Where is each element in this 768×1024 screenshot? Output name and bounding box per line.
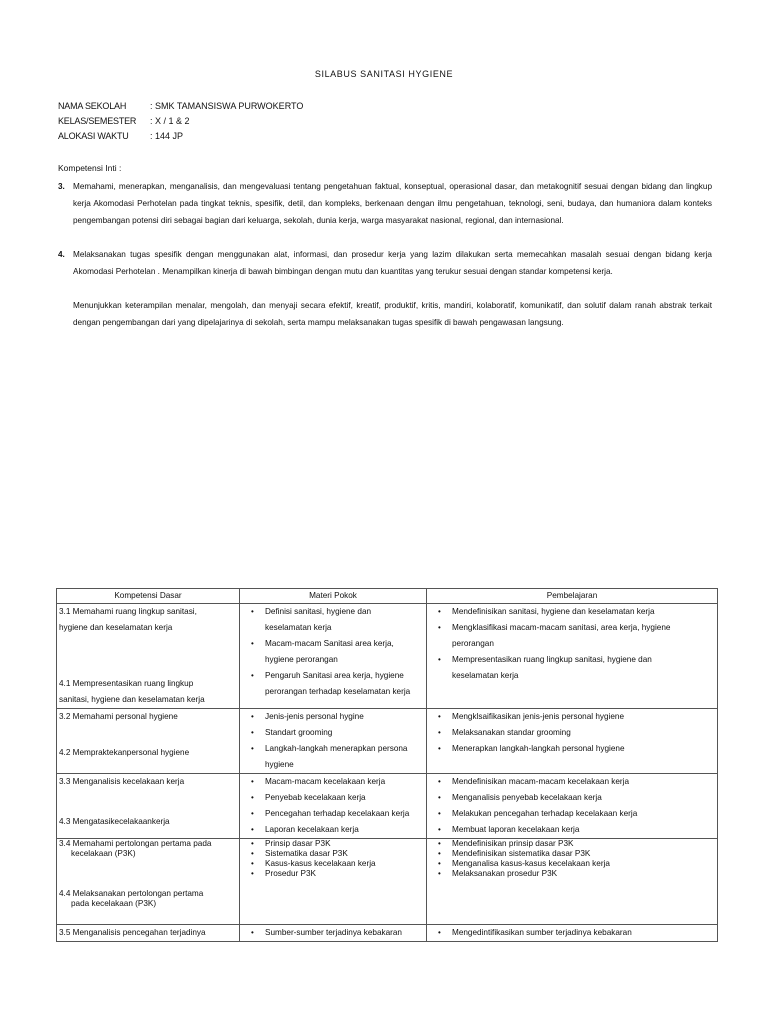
- table-row: [57, 604, 718, 709]
- list-item-line: keselamatan kerja: [452, 671, 519, 680]
- list-item: [452, 652, 714, 684]
- info-value: : SMK TAMANSISWA PURWOKERTO: [150, 101, 304, 111]
- table-row: [57, 839, 718, 925]
- list-item: [452, 620, 714, 652]
- list-item: [265, 604, 423, 636]
- table-header-row: [57, 589, 718, 604]
- info-row-class: [58, 114, 303, 129]
- document-title: SILABUS SANITASI HYGIENE: [314, 69, 454, 79]
- pembelajaran-cell: [427, 774, 718, 839]
- table-row: [57, 925, 718, 942]
- list-item-line: • Mengedintifikasikan sumber terjadinya kebakaran: [452, 928, 632, 937]
- list-item-line: • Jenis-jenis personal hygine: [265, 712, 364, 721]
- list-item: [452, 725, 714, 741]
- kd-line: kecelakaan (P3K): [71, 849, 136, 858]
- materi-list: [243, 604, 423, 700]
- list-item-line: • Mengklsaifikasikan jenis-jenis personal hygiene: [452, 712, 625, 721]
- list-item-line: • Mendefinisikan macam-macam kecelakaan kerja: [452, 777, 630, 786]
- kompetensi-dasar-cell: [57, 709, 240, 774]
- list-item-line: perorangan: [452, 639, 494, 648]
- materi-pokok-cell: [240, 709, 427, 774]
- syllabus-table: [56, 588, 718, 942]
- item-text: Memahami, menerapkan, menganalisis, dan mengevaluasi tentang pengetahuan faktual, konseptual, operasional dasar, dan metakognitif sesuai dengan bidang dan lingkup kerja Akomodasi Perhotelan pada tingkat teknis, spesifik, detil, dan kompleks, berkenaan dengan ilmu pengetahuan, teknologi, seni, budaya, dan humaniora dalam konteks pengembangan potensi diri sebagai bagian dari keluarga, sekolah, dunia kerja, warga masyarakat nasional, regional, dan internasional.: [73, 182, 712, 225]
- kd-line: sanitasi, hygiene dan keselamatan kerja: [59, 695, 205, 704]
- item-text: Menunjukkan keterampilan menalar, mengolah, dan menyaji secara efektif, kreatif, produktif, kritis, mandiri, kolaboratif, komunikatif, dan solutif dalam ranah abstrak terkait dengan pengembangan dari yang dipelajarinya di sekolah, serta mampu melaksanakan tugas spesifik di bawah pengawasan langsung.: [73, 301, 712, 327]
- kd-line: 3.2 Memahami personal hygiene: [59, 712, 178, 721]
- kd-spacer: [59, 859, 236, 889]
- list-item-line: • Laporan kecelakaan kerja: [265, 825, 359, 834]
- pembelajaran-list: [430, 709, 714, 757]
- kompetensi-dasar-cell: [57, 839, 240, 925]
- pembelajaran-list: [430, 925, 714, 941]
- kd-line: 4.4 Melaksanakan pertolongan pertama: [59, 889, 204, 898]
- kd-line: 4.1 Mempresentasikan ruang lingkup: [59, 679, 194, 688]
- kd-line: 4.2 Mempraktekanpersonal hygiene: [59, 748, 190, 757]
- list-item: [265, 822, 423, 838]
- list-item: [265, 636, 423, 668]
- kd-skill: [59, 889, 236, 909]
- list-item-line: • Pencegahan terhadap kecelakaan kerja: [265, 809, 410, 818]
- kd-line: 3.3 Menganalisis kecelakaan kerja: [59, 777, 185, 786]
- list-item-line: • Menerapkan langkah-langkah personal hygiene: [452, 744, 625, 753]
- info-row-time: [58, 129, 303, 144]
- kd-skill: [59, 745, 236, 761]
- kd-skill: [59, 814, 236, 830]
- kd-line: 3.5 Menganalisis pencegahan terjadinya: [59, 928, 206, 937]
- list-item-line: • Standart grooming: [265, 728, 333, 737]
- kd-line: 3.4 Memahami pertolongan pertama pada: [59, 839, 212, 848]
- list-item: [452, 925, 714, 941]
- list-item-line: • Kasus-kasus kecelakaan kerja: [265, 859, 376, 868]
- item-number: 3.: [58, 182, 65, 191]
- list-item: [452, 709, 714, 725]
- list-item-line: • Prosedur P3K: [265, 869, 316, 878]
- list-item-line: hygiene perorangan: [265, 655, 338, 664]
- list-item-line: • Mendefinisikan sanitasi, hygiene dan keselamatan kerja: [452, 607, 655, 616]
- pembelajaran-cell: [427, 604, 718, 709]
- list-item-line: • Menganalisa kasus-kasus kecelakaan kerja: [452, 859, 610, 868]
- list-item-line: • Macam-macam kecelakaan kerja: [265, 777, 386, 786]
- list-item: [452, 604, 714, 620]
- pembelajaran-list: [430, 604, 714, 684]
- kompetensi-dasar-cell: [57, 925, 240, 942]
- list-item-line: • Langkah-langkah menerapkan persona: [265, 744, 408, 753]
- kd-knowledge: [59, 925, 236, 941]
- info-label: NAMA SEKOLAH: [58, 101, 127, 111]
- kd-line: pada kecelakaan (P3K): [71, 899, 157, 908]
- list-item: [452, 849, 714, 859]
- info-label: KELAS/SEMESTER: [58, 116, 137, 126]
- materi-list: [243, 839, 423, 879]
- info-value: : 144 JP: [150, 131, 184, 141]
- list-item-line: hygiene: [265, 760, 294, 769]
- list-item-line: • Sumber-sumber terjadinya kebakaran: [265, 928, 402, 937]
- pembelajaran-cell: [427, 839, 718, 925]
- list-item-line: • Definisi sanitasi, hygiene dan: [265, 607, 372, 616]
- kompetensi-inti-item: [58, 178, 712, 229]
- materi-pokok-cell: [240, 839, 427, 925]
- list-item-line: • Menganalisis penyebab kecelakaan kerja: [452, 793, 602, 802]
- kd-line: hygiene dan keselamatan kerja: [59, 623, 173, 632]
- list-item: [452, 839, 714, 849]
- kd-spacer: [59, 725, 236, 745]
- list-item-line: perorangan terhadap keselamatan kerja: [265, 687, 411, 696]
- materi-pokok-cell: [240, 604, 427, 709]
- kd-knowledge: [59, 709, 236, 725]
- column-header: Materi Pokok: [240, 589, 427, 604]
- column-header: Pembelajaran: [427, 589, 718, 604]
- pembelajaran-list: [430, 839, 714, 879]
- kd-line: 3.1 Memahami ruang lingkup sanitasi,: [59, 607, 197, 616]
- list-item-line: • Sistematika dasar P3K: [265, 849, 348, 858]
- pembelajaran-cell: [427, 709, 718, 774]
- list-item: [265, 668, 423, 700]
- materi-list: [243, 925, 423, 941]
- list-item-line: • Melakukan pencegahan terhadap kecelakaan kerja: [452, 809, 638, 818]
- school-info: [58, 99, 303, 144]
- kd-skill: [59, 676, 236, 708]
- list-item-line: • Mendefinisikan prinsip dasar P3K: [452, 839, 574, 848]
- kd-spacer: [59, 636, 236, 676]
- materi-pokok-cell: [240, 925, 427, 942]
- list-item-line: • Melaksanakan standar grooming: [452, 728, 571, 737]
- list-item: [265, 709, 423, 725]
- pembelajaran-cell: [427, 925, 718, 942]
- kompetensi-dasar-cell: [57, 604, 240, 709]
- list-item: [452, 822, 714, 838]
- kd-knowledge: [59, 839, 236, 859]
- materi-pokok-cell: [240, 774, 427, 839]
- info-label: ALOKASI WAKTU: [58, 131, 129, 141]
- kd-knowledge: [59, 604, 236, 636]
- item-text: Melaksanakan tugas spesifik dengan menggunakan alat, informasi, dan prosedur kerja yang lazim dilakukan serta memecahkan masalah sesuai dengan bidang kerja Akomodasi Perhotelan . Menampilkan kinerja di bawah bimbingan dengan mutu dan kuantitas yang terukur sesuai dengan standar kompetensi kerja.: [73, 250, 712, 276]
- list-item: [265, 806, 423, 822]
- list-item-line: • Mengklasifikasi macam-macam sanitasi, area kerja, hygiene: [452, 623, 671, 632]
- list-item: [265, 869, 423, 879]
- pembelajaran-list: [430, 774, 714, 838]
- list-item-line: • Pengaruh Sanitasi area kerja, hygiene: [265, 671, 404, 680]
- list-item: [452, 790, 714, 806]
- list-item: [452, 806, 714, 822]
- kompetensi-dasar-cell: [57, 774, 240, 839]
- materi-list: [243, 774, 423, 838]
- kompetensi-inti-item: [58, 297, 712, 331]
- list-item: [265, 925, 423, 941]
- list-item: [452, 774, 714, 790]
- list-item-line: • Macam-macam Sanitasi area kerja,: [265, 639, 394, 648]
- list-item: [265, 839, 423, 849]
- materi-list: [243, 709, 423, 773]
- kompetensi-inti-item: [58, 246, 712, 280]
- info-row-school: [58, 99, 303, 114]
- list-item-line: • Melaksanakan prosedur P3K: [452, 869, 558, 878]
- list-item: [452, 741, 714, 757]
- info-value: : X / 1 & 2: [150, 116, 190, 126]
- kd-knowledge: [59, 774, 236, 790]
- list-item: [452, 869, 714, 879]
- kd-line: 4.3 Mengatasikecelakaankerja: [59, 817, 170, 826]
- list-item-line: • Mendefinisikan sistematika dasar P3K: [452, 849, 591, 858]
- list-item: [265, 849, 423, 859]
- list-item-line: • Penyebab kecelakaan kerja: [265, 793, 366, 802]
- list-item: [452, 859, 714, 869]
- kompetensi-inti-heading: Kompetensi Inti :: [58, 163, 122, 173]
- list-item: [265, 774, 423, 790]
- kd-spacer: [59, 790, 236, 814]
- table-row: [57, 774, 718, 839]
- column-header: Kompetensi Dasar: [57, 589, 240, 604]
- list-item: [265, 859, 423, 869]
- list-item-line: • Mempresentasikan ruang lingkup sanitasi, hygiene dan: [452, 655, 652, 664]
- list-item-line: • Membuat laporan kecelakaan kerja: [452, 825, 580, 834]
- table-row: [57, 709, 718, 774]
- list-item: [265, 741, 423, 773]
- list-item: [265, 725, 423, 741]
- list-item-line: keselamatan kerja: [265, 623, 332, 632]
- item-number: 4.: [58, 250, 65, 259]
- list-item: [265, 790, 423, 806]
- list-item-line: • Prinsip dasar P3K: [265, 839, 331, 848]
